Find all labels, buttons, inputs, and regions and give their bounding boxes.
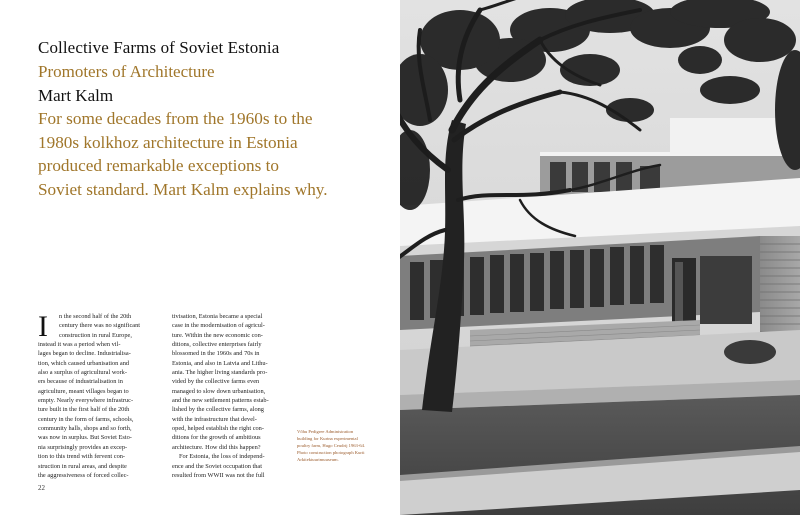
body-line: construction in rural Europe,: [59, 331, 132, 339]
building-photo: [400, 0, 800, 515]
body-line: ditions, collective enterprises fairly: [172, 341, 262, 349]
shrub: [724, 340, 776, 364]
body-line: vided by the collective farms even: [172, 378, 260, 386]
body-line: n the second half of the 20th: [59, 313, 132, 320]
body-line: ania. The higher living standards pro-: [172, 369, 268, 377]
body-line: empty. Nearly everywhere infrastruc-: [38, 397, 134, 405]
body-line: struction in rural areas, and despite: [38, 462, 127, 470]
body-line: architecture. How did this happen?: [172, 443, 261, 451]
caption-line: building for Kurtna experimental: [297, 436, 358, 441]
body-line: case in the modernisation of agricul-: [172, 322, 265, 330]
page-number: 22: [38, 484, 45, 492]
right-page: [400, 0, 800, 515]
body-line: managed to slow down urbanisation,: [172, 387, 266, 395]
body-line: century there was no significant: [59, 322, 141, 330]
body-line: community halls, shops and so forth,: [38, 425, 132, 433]
body-line: instead it was a period when vil-: [38, 341, 121, 349]
body-line: ers because of industrialisation in: [38, 378, 123, 386]
body-line: the aggressiveness of forced collec-: [38, 471, 129, 479]
lede-paragraph: [38, 107, 383, 201]
body-column-2: [172, 312, 296, 480]
body-line: For Estonia, the loss of independ-: [179, 453, 265, 461]
body-line: Estonia, and also in Latvia and Lithu-: [172, 359, 268, 367]
body-line: ture built in the first half of the 20th: [38, 406, 130, 414]
body-line: lished by the collective farms, along: [172, 406, 264, 414]
body-line: with the infrastructure that devel-: [172, 415, 257, 423]
body-line: was now in surplus. But Soviet Esto-: [38, 434, 132, 442]
body-line: ture. Within the new economic con-: [172, 331, 263, 339]
section-heading: Collective Farms of Soviet Estonia: [38, 38, 280, 57]
body-line: also a surplus of agricultural work-: [38, 369, 127, 377]
body-line: tion to this trend with fervent con-: [38, 453, 126, 461]
body-line: lages began to decline. Industrialisa-: [38, 350, 131, 358]
body-line: tion, which caused urbanisation and: [38, 359, 130, 367]
photo-caption: [297, 428, 387, 463]
body-line: resulted from WWII was not the full: [172, 471, 265, 479]
lede-line: Soviet standard. Mart Kalm explains why.: [38, 179, 328, 199]
body-column-1: [38, 312, 162, 480]
lede-line: 1980s kolkhoz architecture in Estonia: [38, 132, 298, 152]
caption-line: Photo construction photograph Kurti: [297, 450, 365, 455]
body-line: century in the form of farms, schools,: [38, 415, 134, 423]
body-line: nia surprisingly provides an excep-: [38, 443, 128, 451]
drop-cap: I: [38, 310, 48, 343]
body-line: ditions for the growth of ambitious: [172, 434, 261, 442]
author-name: Mart Kalm: [38, 86, 114, 105]
lede-line: For some decades from the 1960s to the: [38, 109, 313, 128]
body-line: oped, helped establish the right con-: [172, 425, 264, 433]
caption-line: Võhu Pedigree Administration: [297, 429, 354, 434]
body-line: and the new settlement patterns estab-: [172, 397, 269, 405]
body-line: ence and the Soviet occupation that: [172, 462, 263, 470]
article-title: Promoters of Architecture: [38, 62, 215, 81]
body-line: tivisation, Estonia became a special: [172, 313, 263, 320]
brick-side-wall: [760, 236, 800, 346]
body-line: blossomed in the 1960s and 70s in: [172, 350, 260, 358]
body-line: agriculture, meant villages began to: [38, 387, 129, 395]
lede-line: produced remarkable exceptions to: [38, 156, 280, 175]
caption-line: poultry farm, Hugo Ceudrij 1963-64.: [297, 443, 366, 448]
caption-line: Arkitektuurimuuseum.: [297, 457, 339, 462]
